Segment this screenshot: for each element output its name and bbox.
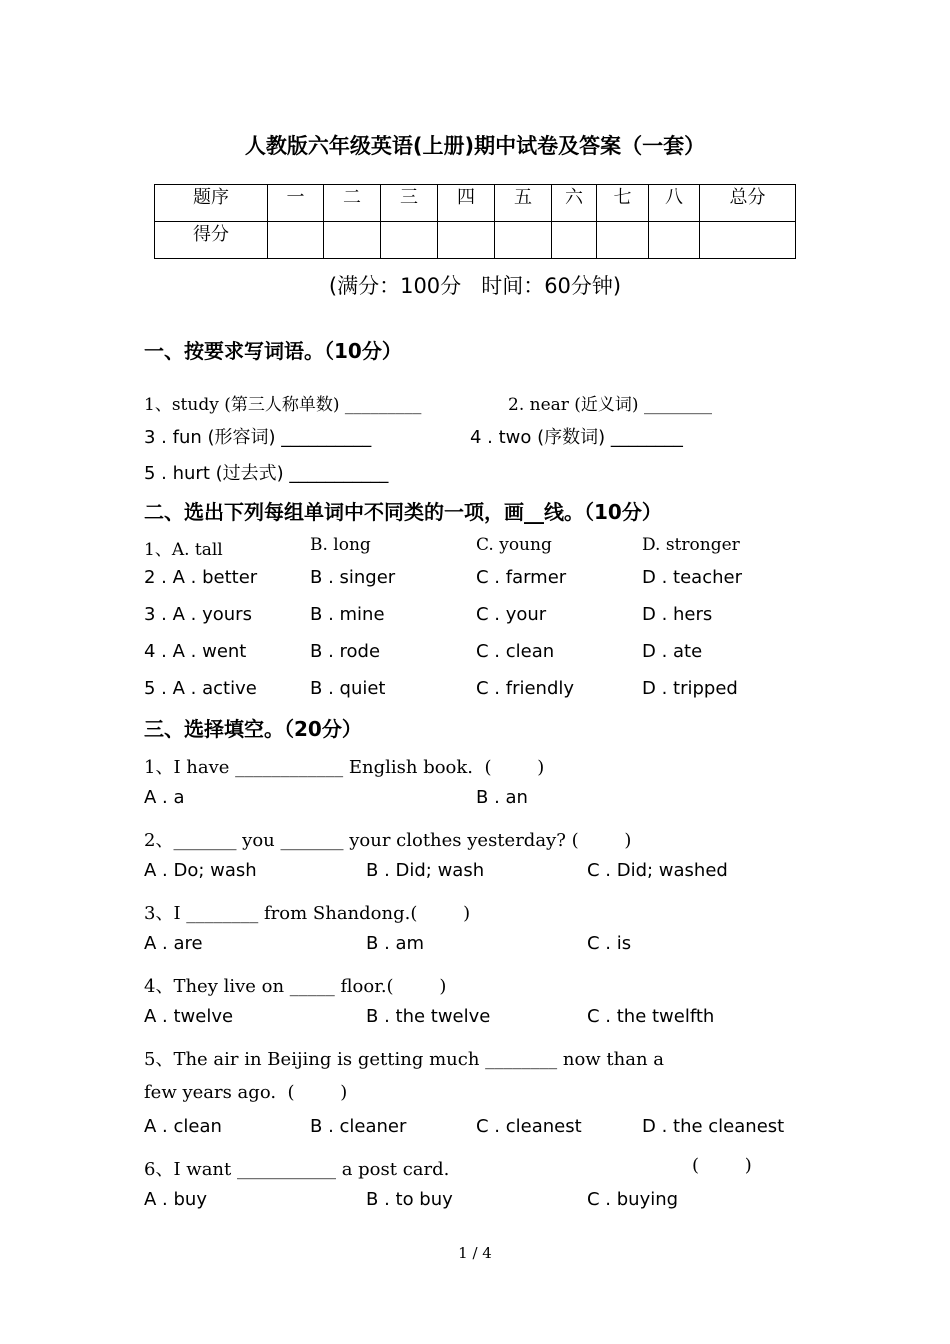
option: D . the cleanest <box>642 1116 785 1137</box>
question: 5 . hurt (过去式) ___________ <box>144 463 389 484</box>
table-cell: 五 <box>495 185 552 222</box>
option: B . am <box>366 933 425 954</box>
option: A . buy <box>144 1189 207 1210</box>
question: 2. near (近义词) ________ <box>508 395 712 415</box>
score-cell[interactable] <box>268 222 324 259</box>
option: C . your <box>476 604 547 625</box>
option: B . an <box>476 787 528 808</box>
option: A . are <box>144 933 203 954</box>
score-cell[interactable] <box>381 222 438 259</box>
option: A . Do; wash <box>144 860 257 881</box>
option: C . friendly <box>476 678 575 699</box>
table-cell: 八 <box>649 185 700 222</box>
table-cell: 二 <box>324 185 381 222</box>
table-cell: 题序 <box>155 185 268 222</box>
page-title: 人教版六年级英语(上册)期中试卷及答案（一套） <box>244 134 706 158</box>
option: B. long <box>310 535 371 555</box>
option: 2 . A . better <box>144 567 258 588</box>
question: 5、The air in Beijing is getting much ________ now than a <box>144 1049 665 1070</box>
option: A . clean <box>144 1116 222 1137</box>
option: B . cleaner <box>310 1116 407 1137</box>
option: B . the twelve <box>366 1006 491 1027</box>
option: D . hers <box>642 604 713 625</box>
question: 2、_______ you _______ your clothes yesterday? ( ) <box>144 830 632 851</box>
table-cell: 总分 <box>700 185 796 222</box>
table-row <box>155 222 796 259</box>
section-heading: 二、选出下列每组单词中不同类的一项，画__线。（10分） <box>144 500 662 524</box>
option: C . farmer <box>476 567 567 588</box>
score-cell[interactable] <box>700 222 796 259</box>
option: 4 . A . went <box>144 641 247 662</box>
section-heading: 一、按要求写词语。（10分） <box>144 339 402 363</box>
score-cell[interactable] <box>495 222 552 259</box>
table-cell: 四 <box>438 185 495 222</box>
option: B . mine <box>310 604 385 625</box>
option: C . clean <box>476 641 555 662</box>
option: B . singer <box>310 567 396 588</box>
answer-bracket: ( ) <box>692 1155 752 1176</box>
score-cell[interactable] <box>324 222 381 259</box>
option: B . to buy <box>366 1189 453 1210</box>
exam-info: (满分：100分 时间：60分钟) <box>328 274 622 298</box>
option: 3 . A . yours <box>144 604 252 625</box>
option: B . Did; wash <box>366 860 485 881</box>
option: D. stronger <box>642 535 740 555</box>
option: D . ate <box>642 641 703 662</box>
score-cell[interactable] <box>597 222 649 259</box>
question-continued: few years ago. ( ) <box>144 1082 348 1103</box>
question: 1、study (第三人称单数) _________ <box>144 395 422 415</box>
score-cell[interactable] <box>438 222 495 259</box>
question: 4 . two (序数词) ________ <box>470 427 683 448</box>
score-cell[interactable] <box>552 222 597 259</box>
page-number: 1 / 4 <box>458 1244 492 1262</box>
table-cell: 七 <box>597 185 649 222</box>
option: C . the twelfth <box>587 1006 715 1027</box>
question: 3 . fun (形容词) __________ <box>144 427 372 448</box>
question: 1、I have ____________ English book. ( ) <box>144 757 545 778</box>
question: 6、I want ___________ a post card. <box>144 1159 450 1180</box>
question: 4、They live on _____ floor.( ) <box>144 976 447 997</box>
option: C . cleanest <box>476 1116 582 1137</box>
option: B . rode <box>310 641 381 662</box>
option: D . teacher <box>642 567 742 588</box>
score-table <box>154 184 796 259</box>
option: A . a <box>144 787 185 808</box>
option: A . twelve <box>144 1006 234 1027</box>
table-cell: 六 <box>552 185 597 222</box>
option: C . buying <box>587 1189 679 1210</box>
option: 5 . A . active <box>144 678 257 699</box>
question: 3、I ________ from Shandong.( ) <box>144 903 471 924</box>
option: D . tripped <box>642 678 738 699</box>
option: C . is <box>587 933 632 954</box>
option: B . quiet <box>310 678 386 699</box>
table-cell: 三 <box>381 185 438 222</box>
score-cell[interactable] <box>649 222 700 259</box>
option: C . Did; washed <box>587 860 728 881</box>
section-heading: 三、选择填空。（20分） <box>144 717 362 741</box>
option: 1、A. tall <box>144 540 223 560</box>
table-cell: 一 <box>268 185 324 222</box>
table-cell: 得分 <box>155 222 268 259</box>
option: C. young <box>476 535 552 555</box>
table-row <box>155 185 796 222</box>
